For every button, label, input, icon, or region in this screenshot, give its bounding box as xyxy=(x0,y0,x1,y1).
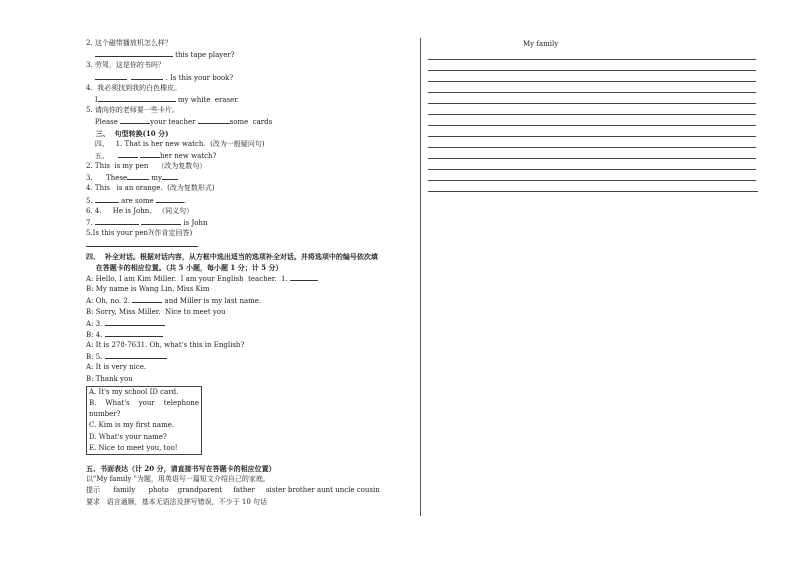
transform-4: 4. This is an orange. (改为复数形式) xyxy=(86,184,215,193)
option-e: E. Nice to meet you, too! xyxy=(89,443,178,452)
dialogue-line: B: 5. xyxy=(86,351,416,362)
section-5-hints: 提示 family photo grandparent father sister brother aunt uncle cousin xyxy=(86,486,380,495)
q4-answer-line: I my white eraser. xyxy=(94,95,240,104)
section-4-title-cont: 在答题卡的相应位置。（共 5 小题，每小题 1 分；计 5 分） xyxy=(95,262,283,272)
transform-3: 3. These my xyxy=(86,172,416,183)
answer-blank[interactable] xyxy=(105,351,167,359)
writing-line[interactable] xyxy=(428,191,758,192)
writing-line[interactable] xyxy=(428,59,756,60)
option-d: D. What's your name? xyxy=(89,432,167,441)
q2-answer-line: this tape player? xyxy=(86,49,416,60)
q2-prompt: 2. 这个磁带播放机怎么样？ xyxy=(86,39,172,47)
answer-blank[interactable] xyxy=(86,239,198,247)
dialogue-line: A: 3. xyxy=(86,318,416,329)
answer-blank[interactable] xyxy=(290,273,318,281)
option-a: A. It's my school ID card. xyxy=(89,387,179,396)
answer-blank[interactable] xyxy=(120,116,150,124)
answer-blank[interactable] xyxy=(140,150,160,158)
writing-line[interactable] xyxy=(428,92,756,93)
writing-line[interactable] xyxy=(428,180,756,181)
answer-blank[interactable] xyxy=(162,172,178,180)
dialogue-line: B: Sorry, Miss Miller. Nice to meet you xyxy=(86,307,226,316)
section-4-title: 四、 补全对话。根据对话内容，从方框中选出适当的选项补全对话。并将选项中的编号依次填 xyxy=(86,251,378,261)
essay-title: My family xyxy=(523,40,559,48)
section-5-prompt: 以"My family "为题，用英语写一篇短文介绍自己的家庭。 xyxy=(86,475,270,484)
q5-answer-line: Please your teacher some cards xyxy=(94,118,273,127)
answer-blank[interactable] xyxy=(95,195,119,203)
writing-line[interactable] xyxy=(428,169,756,170)
q3-prompt: 3. 劳驾，这是你的书吗？ xyxy=(86,61,165,70)
transform-8-answer-line xyxy=(86,239,416,250)
section-3-title: 三、 句型转换(10 分) xyxy=(95,128,169,138)
answer-blank[interactable] xyxy=(198,116,230,124)
dialogue-line: B: My name is Wang Lin, Miss Kim xyxy=(86,285,210,294)
writing-line[interactable] xyxy=(428,125,756,126)
answer-blank[interactable] xyxy=(118,150,138,158)
q4-prompt: 4. 我必须找到我的白色橡皮。 xyxy=(86,83,182,92)
transform-7: 7. is John xyxy=(86,219,208,227)
dialogue-line: B: Thank you xyxy=(86,374,133,383)
answer-blank[interactable] xyxy=(105,329,163,337)
answer-blank[interactable] xyxy=(95,217,139,225)
answer-blank[interactable] xyxy=(105,318,165,326)
answer-blank[interactable] xyxy=(141,217,181,225)
option-b: B. What's your telephone xyxy=(89,399,199,407)
writing-line[interactable] xyxy=(428,158,756,159)
answer-blank[interactable] xyxy=(98,94,176,102)
option-c: C. Kim is my first name. xyxy=(89,421,175,430)
writing-line[interactable] xyxy=(428,114,756,115)
dialogue-line: B: 4. xyxy=(86,329,416,340)
section-3-line-2: 五、 her new watch? xyxy=(94,151,217,160)
answer-blank[interactable] xyxy=(132,295,162,303)
answer-blank[interactable] xyxy=(95,49,173,57)
writing-line[interactable] xyxy=(428,103,756,104)
writing-line[interactable] xyxy=(428,136,756,137)
writing-line[interactable] xyxy=(428,81,756,82)
answer-blank[interactable] xyxy=(127,172,149,180)
dialogue-line: A: Oh, no. 2. and Miller is my last name. xyxy=(86,297,262,306)
transform-5: 5. are some . xyxy=(86,196,187,205)
q5-prompt: 5. 请向你的老师要一些卡片。 xyxy=(86,106,179,115)
option-b-cont: number? xyxy=(89,410,121,419)
answer-blank[interactable] xyxy=(131,72,163,80)
section-5-requirements: 要求 语言通顺，基本无语法及拼写错误，不少于 10 句话 xyxy=(86,497,268,506)
writing-line[interactable] xyxy=(428,147,756,148)
left-column xyxy=(86,38,416,508)
dialogue-line: A: It is 278-7631. Oh, what's this in English? xyxy=(86,341,245,350)
section-3-line-1: 四、 1. That is her new watch. (改为一般疑问句) xyxy=(94,139,265,148)
transform-6: 6. 4. He is John. （同义句） xyxy=(86,206,194,215)
section-5-title: 五、书面表达（计 20 分，请直接书写在答题卡的相应位置） xyxy=(86,463,276,473)
options-box xyxy=(86,386,202,455)
column-divider xyxy=(420,38,421,516)
transform-8: 5.Is this your pen?(作肯定回答) xyxy=(86,229,193,238)
transform-2: 2. This is my pen （改为复数句） xyxy=(86,162,207,171)
answer-blank[interactable] xyxy=(95,72,127,80)
dialogue-line: A: Hello, I am Kim Miller. I am your English teacher. 1. xyxy=(86,273,416,284)
writing-line[interactable] xyxy=(428,70,756,71)
dialogue-line: A: It is very nice. xyxy=(86,363,147,372)
q3-answer-line: . Is this your book? xyxy=(86,72,416,83)
answer-blank[interactable] xyxy=(156,195,184,203)
